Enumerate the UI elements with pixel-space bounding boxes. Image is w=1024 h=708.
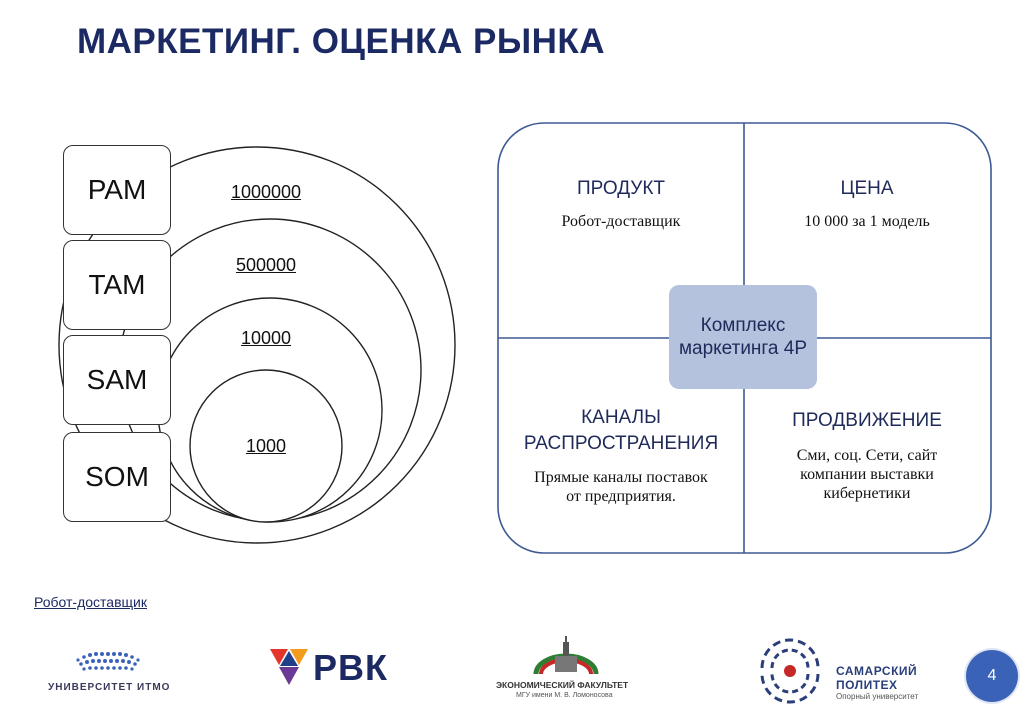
promotion-text-line3: кибернетики xyxy=(823,485,911,502)
promotion-title: ПРОДВИЖЕНИЕ xyxy=(792,410,942,431)
tam-value: 500000 xyxy=(235,255,297,275)
samara-polytech-logo xyxy=(752,632,930,704)
promotion-text-line1: Сми, соц. Сети, сайт xyxy=(796,447,938,464)
product-title: ПРОДУКТ xyxy=(576,178,666,199)
pam-box xyxy=(63,145,171,235)
econ-faculty-logo xyxy=(496,634,636,704)
itmo-logo xyxy=(48,648,176,694)
marketing-mix-center xyxy=(669,285,817,389)
page-title: МАРКЕТИНГ. ОЦЕНКА РЫНКА xyxy=(77,22,606,61)
rvk-triangles-icon xyxy=(268,645,310,689)
sam-label: SAM xyxy=(86,364,148,395)
econ-logo-text-line1: ЭКОНОМИЧЕСКИЙ ФАКУЛЬТЕТ xyxy=(496,680,629,690)
tam-box xyxy=(63,240,171,330)
samara-logo-text-line3: Опорный университет xyxy=(836,692,919,701)
pam-label: PAM xyxy=(87,174,147,205)
product-text: Робот-доставщик xyxy=(561,213,681,230)
rvk-logo xyxy=(268,645,392,689)
samara-logo-text-line1: САМАРСКИЙ xyxy=(836,664,918,678)
footer-link[interactable]: Робот-доставщик xyxy=(34,594,147,610)
page-number-badge: 4 xyxy=(966,650,1018,702)
itmo-dots-icon xyxy=(48,648,176,678)
channels-title-line1: КАНАЛЫ xyxy=(581,407,661,428)
promotion-text xyxy=(797,446,938,503)
price-text: 10 000 за 1 модель xyxy=(804,213,930,230)
sam-value: 10000 xyxy=(240,328,292,348)
channels-title-line2: РАСПРОСТРАНЕНИЯ xyxy=(523,433,719,454)
channels-text-line1: Прямые каналы поставок xyxy=(534,469,708,486)
econ-logo-text-line2: МГУ имени М. В. Ломоносова xyxy=(516,692,613,699)
som-label: SOM xyxy=(85,461,149,492)
som-box xyxy=(63,432,171,522)
rvk-logo-text: РВК xyxy=(313,647,388,688)
som-value: 1000 xyxy=(245,436,287,456)
msu-building-icon xyxy=(531,634,601,678)
promotion-text-line2: компании выставки xyxy=(800,466,934,483)
tam-label: TAM xyxy=(88,269,146,300)
marketing-mix-center-label: Комплекс маркетинга 4P xyxy=(678,315,808,359)
itmo-logo-text: УНИВЕРСИТЕТ ИТМО xyxy=(48,682,171,693)
channels-text xyxy=(534,468,708,506)
pam-value: 1000000 xyxy=(230,182,302,202)
channels-text-line2: от предприятия. xyxy=(566,488,676,505)
price-title: ЦЕНА xyxy=(840,178,894,199)
channels-title xyxy=(524,405,718,457)
samara-rings-icon xyxy=(752,632,832,704)
sam-box xyxy=(63,335,171,425)
samara-logo-text-line2: ПОЛИТЕХ xyxy=(836,678,898,692)
